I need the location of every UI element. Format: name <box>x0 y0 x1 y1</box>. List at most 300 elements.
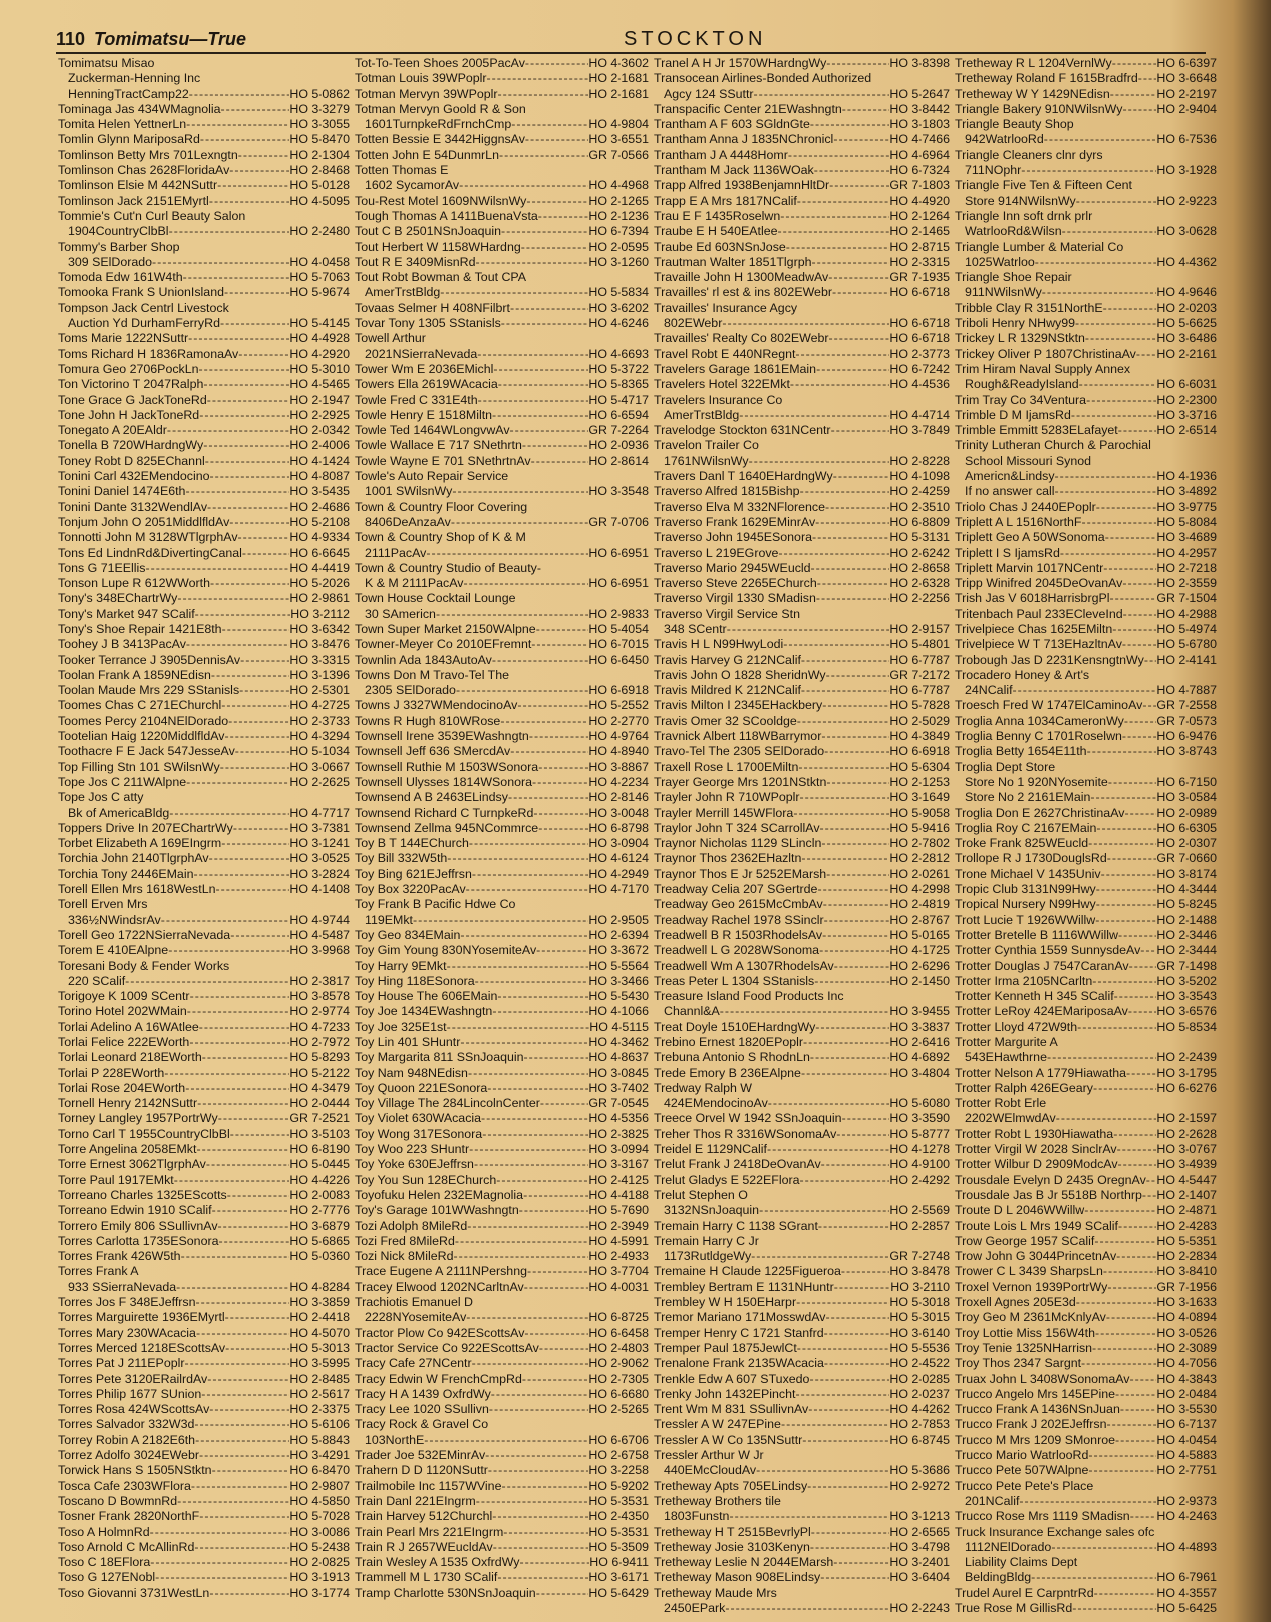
leader-dots <box>230 928 289 943</box>
listing-name: Torchia Tony 2446EMain <box>58 866 194 881</box>
listing-phone: HO 6-7137 <box>1156 1417 1217 1432</box>
listing-entry <box>58 530 350 545</box>
listing-entry <box>955 591 1217 606</box>
listing-entry <box>955 132 1217 147</box>
listing-phone: GR 7-1498 <box>1156 958 1217 973</box>
listing-entry <box>58 102 350 117</box>
listing-name: Train Wesley A 1535 OxfrdWy <box>355 1555 520 1570</box>
leader-dots <box>188 331 289 346</box>
listing-entry <box>58 500 350 515</box>
leader-dots <box>196 1295 290 1310</box>
listing-entry <box>355 897 649 912</box>
leader-dots <box>834 1280 891 1295</box>
listing-phone: HO 2-6394 <box>588 927 649 942</box>
listing-phone: HO 3-1774 <box>289 1585 350 1600</box>
listing-name: Toolan Frank A 1859NEdisn <box>58 667 211 682</box>
listing-phone: HO 3-6171 <box>588 1570 649 1585</box>
leader-dots <box>751 1249 889 1264</box>
listing-phone: HO 3-1795 <box>1156 1065 1217 1080</box>
leader-dots <box>811 561 890 576</box>
leader-dots <box>780 209 889 224</box>
listing-name: Trow George 1957 SCalif <box>955 1233 1095 1248</box>
listing-name: Tretheway W Y 1429NEdisn <box>955 86 1110 101</box>
leader-dots <box>481 1111 588 1126</box>
listing-phone: HO 2-8614 <box>588 453 649 468</box>
listing-phone: HO 2-7802 <box>889 836 950 851</box>
listing-name: Torell Ellen Mrs 1618WestLn <box>58 882 216 897</box>
listing-name: Traverso Steve 2265EChurch <box>654 576 817 591</box>
listing-phone: HO 2-4819 <box>889 897 950 912</box>
listing-entry <box>58 790 350 805</box>
listing-phone: HO 6-7787 <box>889 683 950 698</box>
leader-dots <box>185 484 289 499</box>
listing-name: Transocean Airlines-Bonded Authorized <box>654 71 872 86</box>
listing-phone: HO 5-2438 <box>289 1539 350 1554</box>
listing-phone: HO 2-4350 <box>588 1509 649 1524</box>
listing-phone: HO 3-0048 <box>588 805 649 820</box>
leader-dots <box>212 1203 290 1218</box>
leader-dots <box>538 821 588 836</box>
listing-name: 2111PacAv <box>365 545 427 560</box>
listing-phone: HO 2-3773 <box>889 346 950 361</box>
listing-name: AmerTrstBldg <box>365 285 441 300</box>
leader-dots <box>221 698 289 713</box>
listing-entry <box>355 1264 649 1279</box>
listing-phone: HO 3-9455 <box>889 1004 950 1019</box>
listing-phone: HO 2-6565 <box>889 1524 950 1539</box>
listing-name: Travers Danl T 1640EHardngWy <box>654 469 833 484</box>
listing-name: Top Filling Stn 101 SWilsnWy <box>58 759 220 774</box>
listing-name: Torlai Adelino A 16WAtlee <box>58 1019 199 1034</box>
listing-name: 2202WElmwdAv <box>965 1111 1056 1126</box>
listing-name: Tornell Henry 2142NSuttr <box>58 1096 198 1111</box>
listing-phone: HO 4-3462 <box>588 1035 649 1049</box>
leader-dots <box>815 1020 889 1035</box>
listing-name: Torrero Emily 806 SSullivnAv <box>58 1218 218 1233</box>
listing-name: Tozi Nick 8MileRd <box>355 1249 454 1264</box>
listing-phone: HO 3-4798 <box>889 1539 950 1554</box>
listing-phone: HO 4-1408 <box>289 882 350 897</box>
listing-entry <box>654 1387 950 1402</box>
listing-name: Trucco Pete Pete's Place <box>955 1478 1094 1493</box>
leader-dots <box>424 1433 588 1448</box>
listing-name: Tressler A W Co 135NSuttr <box>654 1432 803 1447</box>
listing-entry <box>654 1540 950 1555</box>
listing-phone: HO 5-0862 <box>289 86 350 101</box>
leader-dots <box>812 530 889 545</box>
listing-phone: HO 2-5617 <box>289 1386 350 1401</box>
listing-entry <box>355 209 649 224</box>
listing-entry <box>58 178 350 193</box>
listing-phone: HO 5-6425 <box>1156 1600 1217 1615</box>
listing-name: Treat Doyle 1510EHardngWy <box>654 1019 816 1034</box>
listing-name: Toolan Maude Mrs 229 SStanisls <box>58 683 240 698</box>
listing-name: Torre Ernest 3062TlgrphAv <box>58 1157 206 1172</box>
listing-phone: HO 4-5356 <box>588 1111 649 1126</box>
listing-phone: HO 2-9272 <box>889 1478 950 1493</box>
listing-name: Trebuna Antonio S RhodnLn <box>654 1050 810 1065</box>
listing-entry <box>654 194 950 209</box>
listing-name: Rough&ReadyIsland <box>965 377 1079 392</box>
listing-phone: HO 2-3817 <box>289 973 350 988</box>
listing-name: Tower Wm E 2036EMichl <box>355 361 494 376</box>
listing-name: 3132NSnJoaquin <box>664 1203 760 1218</box>
listing-name: Torres Philip 1677 SUnion <box>58 1386 202 1401</box>
listing-entry <box>58 240 350 255</box>
listing-entry <box>355 393 649 408</box>
listing-name: Totman Mervyn 39WPoplr <box>355 86 498 101</box>
listing-name: Tressler Arthur W Jr <box>654 1448 764 1463</box>
listing-entry <box>654 989 950 1004</box>
listing-phone: HO 6-6645 <box>289 545 350 560</box>
listing-entry <box>355 637 649 652</box>
listing-entry <box>654 71 950 86</box>
leader-dots <box>203 438 289 453</box>
listing-name: Triangle Cleaners clnr dyrs <box>955 147 1103 162</box>
listing-name: Tope Jos C 211WAlpne <box>58 774 187 789</box>
leader-dots <box>519 1203 589 1218</box>
listing-name: Torlai Felice 222EWorth <box>58 1035 190 1049</box>
leader-dots <box>817 576 890 591</box>
listing-phone: HO 2-1265 <box>588 193 649 208</box>
listing-phone: HO 3-6202 <box>588 300 649 315</box>
listing-name: Tosner Frank 2820NorthF <box>58 1509 200 1524</box>
listing-entry <box>955 790 1217 805</box>
listing-entry <box>355 377 649 392</box>
listing-entry <box>58 1372 350 1387</box>
listing-entry <box>58 132 350 147</box>
listing-entry <box>58 1341 350 1356</box>
listing-entry <box>58 1402 350 1417</box>
listing-phone: HO 6-7787 <box>889 652 950 667</box>
listing-entry <box>654 974 950 989</box>
listing-name: Travailles' rl est & ins 802EWebr <box>654 285 832 300</box>
listing-entry <box>654 1264 950 1279</box>
leader-dots <box>1122 637 1156 652</box>
listing-name: Torlai Leonard 218EWorth <box>58 1050 202 1065</box>
listing-name: Trotter LeRoy 424EMariposaAv <box>955 1004 1128 1019</box>
listing-phone: HO 2-1947 <box>289 392 350 407</box>
listing-entry <box>955 744 1217 759</box>
listing-entry <box>654 897 950 912</box>
leader-dots <box>811 255 889 270</box>
listing-name: K & M 2111PacAv <box>365 576 464 591</box>
listing-name: Trede Emory B 236EAlpne <box>654 1065 801 1080</box>
listing-phone: HO 3-3543 <box>1156 989 1217 1004</box>
listing-name: Tramp Charlotte 530NSnJoaquin <box>355 1585 536 1600</box>
leader-dots <box>447 851 588 866</box>
listing-phone: HO 4-0458 <box>289 254 350 269</box>
listing-entry <box>654 1081 950 1096</box>
listing-entry <box>58 1280 350 1295</box>
listing-phone: GR 7-1504 <box>1156 591 1217 606</box>
listing-phone: GR 7-1956 <box>1156 1279 1217 1294</box>
listing-name: Torell Erven Mrs <box>58 897 148 912</box>
listing-name: WatrlooRd&Wilsn <box>965 224 1062 239</box>
listing-phone: HO 3-3279 <box>289 101 350 116</box>
listing-entry <box>654 1004 950 1019</box>
listing-entry <box>654 270 950 285</box>
leader-dots <box>800 790 890 805</box>
leader-dots <box>1075 316 1156 331</box>
leader-dots <box>210 576 289 591</box>
listing-entry <box>955 1020 1217 1035</box>
listing-phone: HO 3-3055 <box>289 117 350 132</box>
listing-phone: HO 2-6328 <box>889 576 950 591</box>
listing-entry <box>955 1356 1217 1371</box>
leader-dots <box>168 943 289 958</box>
listing-entry <box>355 1157 649 1172</box>
listing-entry <box>58 1387 350 1402</box>
listing-phone: HO 2-4141 <box>1156 652 1217 667</box>
listing-entry <box>955 1219 1217 1234</box>
listing-entry <box>355 316 649 331</box>
listing-entry <box>355 683 649 698</box>
listing-name: Tonson Lupe R 612WWorth <box>58 576 210 591</box>
listing-name: Tracy H A 1439 OxfrdWy <box>355 1386 491 1401</box>
listing-name: Town House Cocktail Lounge <box>355 591 516 606</box>
listing-entry <box>654 469 950 484</box>
listing-phone: HO 5-2108 <box>289 514 350 529</box>
listing-entry <box>654 1341 950 1356</box>
leader-dots <box>829 178 889 193</box>
listing-phone: HO 3-5530 <box>1156 1402 1217 1417</box>
listing-name: Train Danl 221EIngrm <box>355 1493 476 1508</box>
listing-phone: GR 7-2558 <box>1156 698 1217 713</box>
listing-entry <box>654 576 950 591</box>
listing-entry <box>58 1173 350 1188</box>
listing-entry <box>355 913 649 928</box>
listing-phone: HO 3-8478 <box>889 1264 950 1279</box>
listing-entry <box>58 56 350 71</box>
listing-entry <box>355 194 649 209</box>
leader-dots <box>1092 974 1156 989</box>
listing-name: 2021NSierraNevada <box>365 346 478 361</box>
listing-name: Tozi Fred 8MileRd <box>355 1233 455 1248</box>
leader-dots <box>1118 928 1156 943</box>
listing-name: Tony's Shoe Repair 1421E8th <box>58 621 222 636</box>
leader-dots <box>240 653 289 668</box>
listing-name: Trickey L R 1329NStktn <box>955 331 1085 346</box>
leader-dots <box>828 270 889 285</box>
listing-name: Tretheway Roland F 1615Bradfrd <box>955 71 1138 86</box>
listing-entry <box>355 132 649 147</box>
listing-name: Trucco Pete 507WAlpne <box>955 1463 1089 1478</box>
listing-entry <box>955 1264 1217 1279</box>
listing-entry <box>654 1020 950 1035</box>
leader-dots <box>817 882 889 897</box>
listing-name: Tomlin Glynn MariposaRd <box>58 132 200 147</box>
listing-entry <box>955 836 1217 851</box>
leader-dots <box>203 377 289 392</box>
listing-phone: HO 2-4259 <box>889 484 950 499</box>
listing-name: Trollope R J 1730DouglsRd <box>955 851 1107 866</box>
listing-phone: HO 5-6865 <box>289 1233 350 1248</box>
leader-dots <box>767 1142 889 1157</box>
leader-dots <box>1103 301 1157 316</box>
listing-entry <box>654 683 950 698</box>
listing-phone: HO 2-2834 <box>1156 1249 1217 1264</box>
listing-phone: HO 4-4226 <box>289 1172 350 1187</box>
listing-name: Trotter Virgil W 2028 SinclrAv <box>955 1142 1117 1157</box>
leader-dots <box>436 607 588 622</box>
listing-name: Troxel Vernon 1939PortrWy <box>955 1279 1108 1294</box>
leader-dots <box>829 331 890 346</box>
listing-entry <box>355 1142 649 1157</box>
listing-name: Trocadero Honey & Art's <box>955 667 1090 682</box>
leader-dots <box>174 1173 290 1188</box>
listing-phone: HO 4-5465 <box>289 377 350 392</box>
listing-entry <box>654 928 950 943</box>
leader-dots <box>1093 1081 1156 1096</box>
leader-dots <box>199 1448 289 1463</box>
listing-entry <box>654 377 950 392</box>
listing-phone: HO 4-5487 <box>289 927 350 942</box>
leader-dots <box>191 1479 289 1494</box>
listing-entry <box>955 1188 1217 1203</box>
listing-phone: HO 3-3837 <box>889 1019 950 1034</box>
listing-entry <box>58 1463 350 1478</box>
leader-dots <box>788 148 890 163</box>
listing-name: Torres Salvador 332W3d <box>58 1417 195 1432</box>
listing-name: Tou-Rest Motel 1609NWilsnWy <box>355 193 527 208</box>
listing-phone: HO 2-8767 <box>889 912 950 927</box>
listing-name: Trace Eugene A 2111NPershng <box>355 1264 527 1279</box>
listing-name: Toy House The 606EMain <box>355 989 498 1004</box>
listing-entry <box>654 1280 950 1295</box>
listing-entry <box>654 607 950 622</box>
listing-name: Tractor Service Co 922EScottsAv <box>355 1340 539 1355</box>
leader-dots <box>536 943 588 958</box>
listing-name: Town & Country Studio of Beauty- <box>355 560 541 575</box>
leader-dots <box>222 622 290 637</box>
listing-name: Travis Mildred K 212NCalif <box>654 683 801 698</box>
listing-entry <box>58 821 350 836</box>
listing-entry <box>654 102 950 117</box>
listing-name: 543EHawthrne <box>965 1050 1047 1065</box>
listing-name: Tout C B 2501NSnJoaquin <box>355 224 502 239</box>
listing-name: Treadwell L G 2028WSonoma <box>654 943 820 958</box>
listing-entry <box>955 1249 1217 1264</box>
listing-entry <box>955 1203 1217 1218</box>
leader-dots <box>1076 1295 1157 1310</box>
listing-entry <box>58 1081 350 1096</box>
listing-name: Tope Jos C atty <box>58 790 144 805</box>
listing-entry <box>355 1173 649 1188</box>
leader-dots <box>1115 1387 1156 1402</box>
listing-phone: HO 3-8867 <box>588 759 649 774</box>
listing-entry <box>58 561 350 576</box>
listing-phone: HO 2-0261 <box>889 866 950 881</box>
listing-name: 911NWilsnWy <box>965 285 1042 300</box>
listing-entry <box>58 959 350 974</box>
listing-phone: HO 3-6879 <box>289 1218 350 1233</box>
listing-name: Tompson Jack Centrl Livestock <box>58 300 229 315</box>
leader-dots <box>181 1249 290 1264</box>
listing-name: Tout Robt Bowman & Tout CPA <box>355 270 527 285</box>
listing-name: Treas Peter L 1304 SStanisls <box>654 973 815 988</box>
listing-entry <box>355 71 649 86</box>
listing-name: Towle Wayne E 701 SNethrtnAv <box>355 453 531 468</box>
listing-entry <box>654 1203 950 1218</box>
listing-phone: HO 4-1725 <box>889 943 950 958</box>
listing-name: Trucco Mario WatrlooRd <box>955 1448 1089 1463</box>
listing-phone: HO 3-8410 <box>1156 1264 1217 1279</box>
listing-entry <box>955 377 1217 392</box>
listing-name: Travailles' Insurance Agcy <box>654 300 798 315</box>
leader-dots <box>801 1066 889 1081</box>
leader-dots <box>209 851 290 866</box>
listing-entry <box>654 1219 950 1234</box>
listing-name: Tomoda Edw 161W4th <box>58 270 183 285</box>
listing-phone: HO 4-7717 <box>289 805 350 820</box>
listing-name: Trembley W H 150EHarpr <box>654 1295 797 1310</box>
listing-entry <box>58 607 350 622</box>
listing-entry <box>355 561 649 576</box>
leader-dots <box>491 1387 589 1402</box>
leader-dots <box>821 836 889 851</box>
leader-dots <box>209 194 290 209</box>
listing-entry <box>654 515 950 530</box>
listing-name: Tone Grace G JackToneRd <box>58 392 207 407</box>
listing-entry <box>955 454 1217 469</box>
listing-name: Towers Ella 2619WAcacia <box>355 377 498 392</box>
listing-name: Triplett Geo A 50WSonoma <box>955 530 1105 545</box>
listing-entry <box>58 285 350 300</box>
leader-dots <box>451 515 588 530</box>
listing-entry <box>955 897 1217 912</box>
leader-dots <box>1095 1326 1156 1341</box>
listing-name: Torbet Elizabeth A 169EIngrm <box>58 836 222 851</box>
leader-dots <box>519 1555 589 1570</box>
listing-name: Trotter Wilbur D 2909ModcAv <box>955 1157 1118 1172</box>
listing-name: Toy Box 3220PacAv <box>355 882 466 897</box>
listing-entry <box>355 591 649 606</box>
listing-phone: HO 6-9476 <box>1156 729 1217 744</box>
listing-phone: HO 2-9373 <box>1156 1493 1217 1508</box>
listing-name: Triplett Marvin 1017NCentr <box>955 560 1104 575</box>
listing-entry <box>58 546 350 561</box>
listing-entry <box>355 622 649 637</box>
listing-phone: HO 3-8578 <box>289 989 350 1004</box>
listing-name: Trotter Irma 2105NCarltn <box>955 973 1093 988</box>
listing-entry <box>355 1479 649 1494</box>
listing-phone: HO 4-5883 <box>1156 1448 1217 1463</box>
leader-dots <box>1118 423 1157 438</box>
listing-name: Torre Angelina 2058EMkt <box>58 1142 197 1157</box>
listing-phone: HO 6-6305 <box>1156 820 1217 835</box>
listing-entry <box>355 1249 649 1264</box>
listing-name: Tons G 71EEllis <box>58 560 146 575</box>
listing-entry <box>355 1372 649 1387</box>
leader-dots <box>833 469 890 484</box>
listing-phone: HO 3-7381 <box>289 820 350 835</box>
listing-phone: HO 2-4125 <box>588 1172 649 1187</box>
listing-phone: HO 4-5070 <box>289 1325 350 1340</box>
leader-dots <box>125 974 289 989</box>
leader-dots <box>833 1555 889 1570</box>
listing-phone: HO 5-7828 <box>889 698 950 713</box>
leader-dots <box>510 301 588 316</box>
listing-entry <box>955 438 1217 453</box>
listing-name: Treece Orvel W 1942 SSnJoaquin <box>654 1111 842 1126</box>
listing-entry <box>58 913 350 928</box>
listing-entry <box>654 1555 950 1570</box>
listing-phone: HO 2-1488 <box>1156 912 1217 927</box>
listing-phone: HO 2-8485 <box>289 1371 350 1386</box>
listing-entry <box>355 454 649 469</box>
listing-entry <box>355 867 649 882</box>
